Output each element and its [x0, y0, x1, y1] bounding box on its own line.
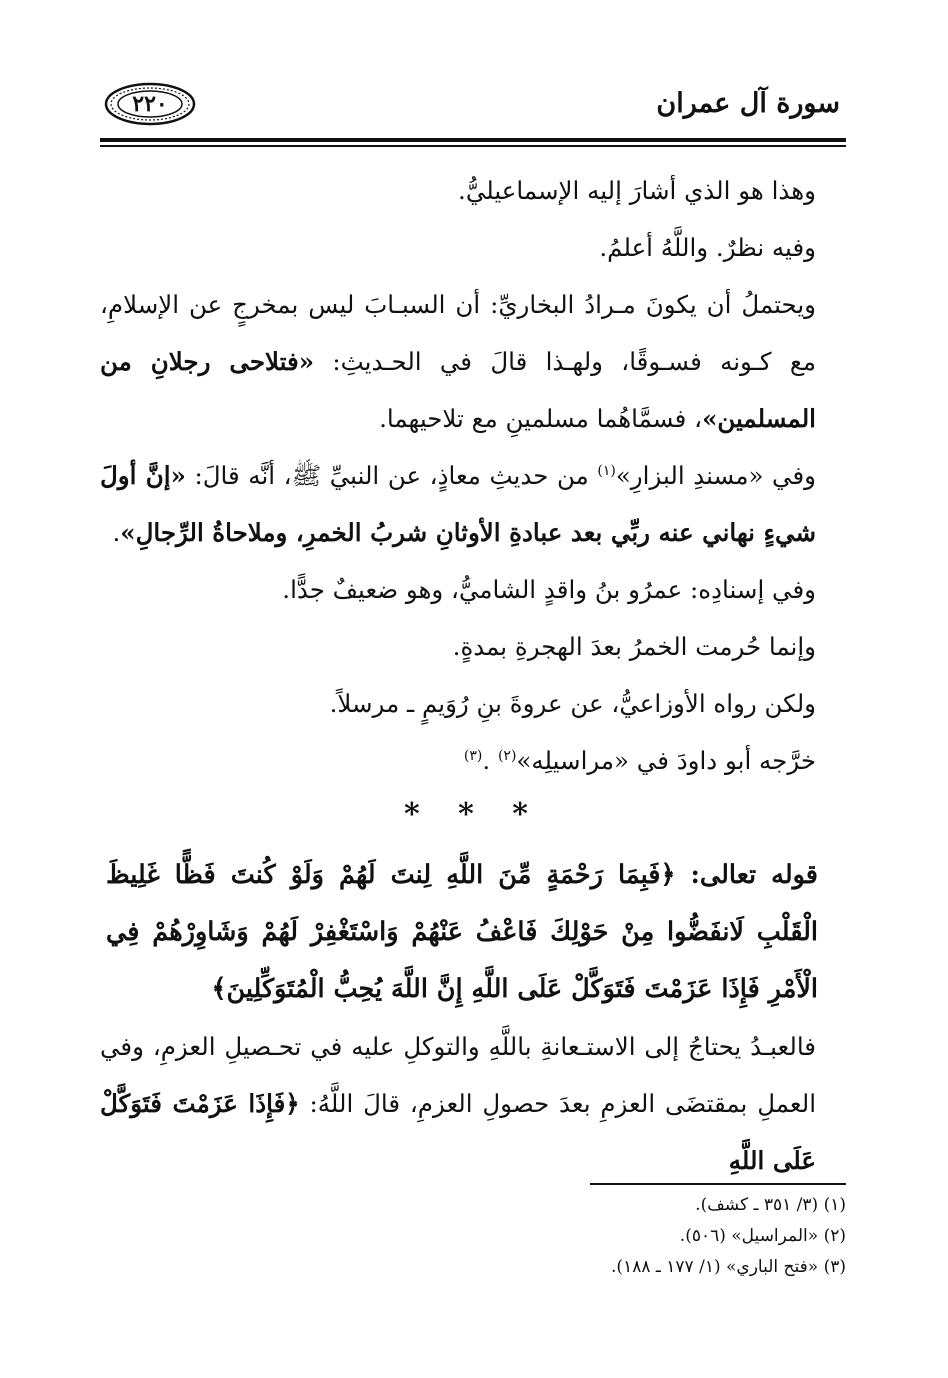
hadith-quote-1: «فتلاحى رجلانِ من المسلمين» [100, 347, 816, 433]
paragraph-9-text-a: فالعبـدُ يحتاجُ إلى الاستـعانةِ باللَّهِ والتوكلِ عليه في تحـصيلِ العزمِ، وفي العملِ بمقتضَى العزمِ بعدَ حصولِ العزمِ، قالَ اللَّهُ: [100, 1032, 817, 1118]
paragraph-8 [100, 732, 846, 789]
body-text [100, 162, 846, 1189]
paragraph-3-text-b: ، فسمَّاهُما مسلمينِ مع تلاحيهما. [379, 404, 703, 433]
verse-quote: ﴿فَإِذَا عَزَمْتَ فَتَوَكَّلْ عَلَى اللَّهِ [100, 1089, 816, 1175]
footnotes [100, 1190, 846, 1283]
paragraph-3-text-a: ويحتملُ أن يكونَ مـرادُ البخاريِّ: أن السبـابَ ليس بمخرجٍ عن الإسلامِ، مع كـونه فسـوقًا، ولهـذا قالَ في الحـديثِ: [100, 290, 816, 376]
paragraph-1: وهذا هو الذي أشارَ إليه الإسماعيليُّ. [458, 176, 816, 205]
header-rule-thick [100, 138, 846, 142]
section-separator: * * * [404, 797, 542, 832]
page-number-ornament [104, 82, 196, 126]
paragraph-3 [100, 276, 846, 447]
footnote-3: (٣) «فتح الباري» (١/ ١٧٧ ـ ١٨٨). [611, 1257, 846, 1277]
footnote-ref-2[interactable]: (٢) [497, 747, 517, 764]
running-title: سورة آل عمران [656, 88, 840, 119]
header-rule-thin [100, 145, 846, 147]
footnote-2: (٢) «المراسيل» (٥٠٦). [679, 1226, 846, 1246]
paragraph-4-text-a: وفي «مسندِ البزارِ» [615, 461, 816, 490]
hadith-quote-2: «إنَّ أولَ شيءٍ نهاني عنه ربِّي بعد عبادةِ الأوثانِ شربُ الخمرِ، وملاحاةُ الرِّجالِ» [100, 461, 816, 547]
paragraph-8-text-a: خرَّجه أبو داودَ في «مراسيلِه» [516, 746, 816, 775]
footnote-1: (١) (٣/ ٣٥١ ـ كشف). [695, 1195, 846, 1215]
paragraph-4-text-b: من حديثِ معاذٍ، عن النبيِّ ﷺ، أنَّه قالَ: [185, 461, 598, 490]
footnote-ref-3[interactable]: (٣) [463, 747, 483, 764]
quran-verse: قوله تعالى: ﴿فَبِمَا رَحْمَةٍ مِّنَ اللَّهِ لِنتَ لَهُمْ وَلَوْ كُنتَ فَظًّا غَلِيظَ الْقَلْبِ لَانفَضُّوا مِنْ حَوْلِكَ فَاعْفُ عَنْهُمْ وَاسْتَغْفِرْ لَهُمْ وَشَاوِرْهُمْ فِي الْأَمْرِ فَإِذَا عَزَمْتَ فَتَوَكَّلْ عَلَى اللَّهِ إِنَّ اللَّهَ يُحِبُّ الْمُتَوَكِّلِينَ﴾ [106, 860, 818, 1004]
paragraph-4-end: . [112, 518, 121, 547]
paragraph-9 [100, 1018, 846, 1189]
paragraph-7: ولكن رواه الأوزاعيُّ، عن عروةَ بنِ رُوَيمٍ ـ مرسلاً. [329, 689, 816, 718]
footnote-rule [590, 1183, 846, 1185]
paragraph-2: وفيه نظرٌ. واللَّهُ أعلمُ. [599, 233, 816, 262]
paragraph-6: وإنما حُرمت الخمرُ بعدَ الهجرةِ بمدةٍ. [452, 632, 816, 661]
paragraph-5: وفي إسنادِه: عمرُو بنُ واقدٍ الشاميُّ، وهو ضعيفٌ جدًّا. [282, 575, 816, 604]
footnote-ref-1[interactable]: (١) [597, 462, 616, 479]
paragraph-4 [100, 447, 846, 561]
page-header [100, 82, 846, 138]
page-number: ٢٢٠ [132, 91, 168, 117]
paragraph-8-text-b: . [482, 746, 498, 775]
